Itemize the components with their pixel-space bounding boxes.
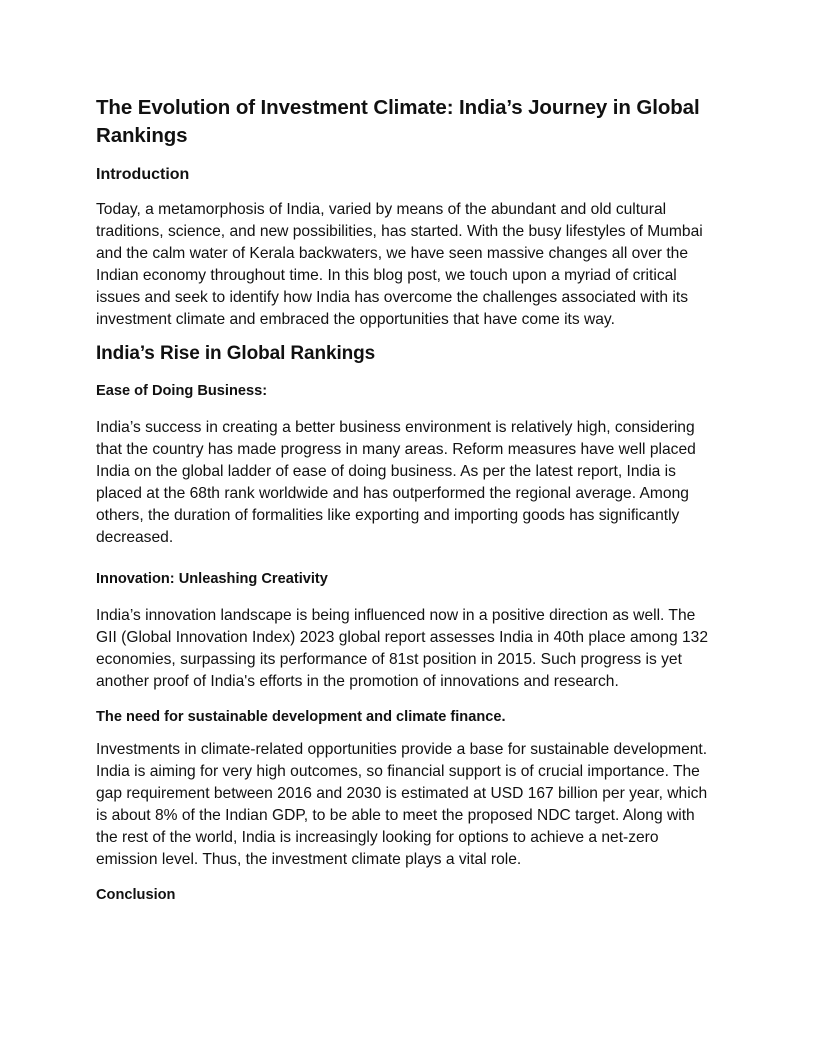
ease-paragraph: India’s success in creating a better business environment is relatively high, considering that the country has made progress in many areas. Reform measures have well placed India on the global ladder of ease of doing business. As per the latest report, India is placed at the 68th rank worldwide and has outperformed the regional average. Among others, the duration of formalities like exporting and importing goods has significantly decreased. — [96, 419, 696, 546]
ease-heading: Ease of Doing Business: — [96, 383, 268, 399]
conclusion-heading: Conclusion — [96, 887, 176, 903]
document-title: The Evolution of Investment Climate: India’s Journey in Global Rankings — [96, 96, 700, 147]
sustainable-heading: The need for sustainable development and climate finance. — [96, 709, 506, 725]
innovation-paragraph: India’s innovation landscape is being influenced now in a positive direction as well. The GII (Global Innovation Index) 2023 global report assesses India in 40th place among 132 economies, surpassing its performance of 81st position in 2015. Such progress is yet another proof of India's efforts in the promotion of innovations and research. — [96, 607, 709, 690]
rise-heading: India’s Rise in Global Rankings — [96, 343, 376, 364]
sustainable-paragraph: Investments in climate-related opportunities provide a base for sustainable development. India is aiming for very high outcomes, so financial support is of crucial importance. The gap requirement between 2016 and 2030 is estimated at USD 167 billion per year, which is about 8% of the Indian GDP, to be able to meet the proposed NDC target. Along with the rest of the world, India is increasingly looking for options to achieve a net-zero emission level. Thus, the investment climate plays a vital role. — [96, 741, 708, 868]
innovation-heading: Innovation: Unleashing Creativity — [96, 571, 328, 587]
intro-heading: Introduction — [96, 166, 190, 183]
intro-paragraph: Today, a metamorphosis of India, varied by means of the abundant and old cultural traditions, science, and new possibilities, has started. With the busy lifestyles of Mumbai and the calm water of Kerala backwaters, we have seen massive changes all over the Indian economy throughout time. In this blog post, we touch upon a myriad of critical issues and seek to identify how India has overcome the challenges associated with its investment climate and embraced the opportunities that have come its way. — [96, 201, 703, 328]
document-page — [96, 94, 720, 921]
